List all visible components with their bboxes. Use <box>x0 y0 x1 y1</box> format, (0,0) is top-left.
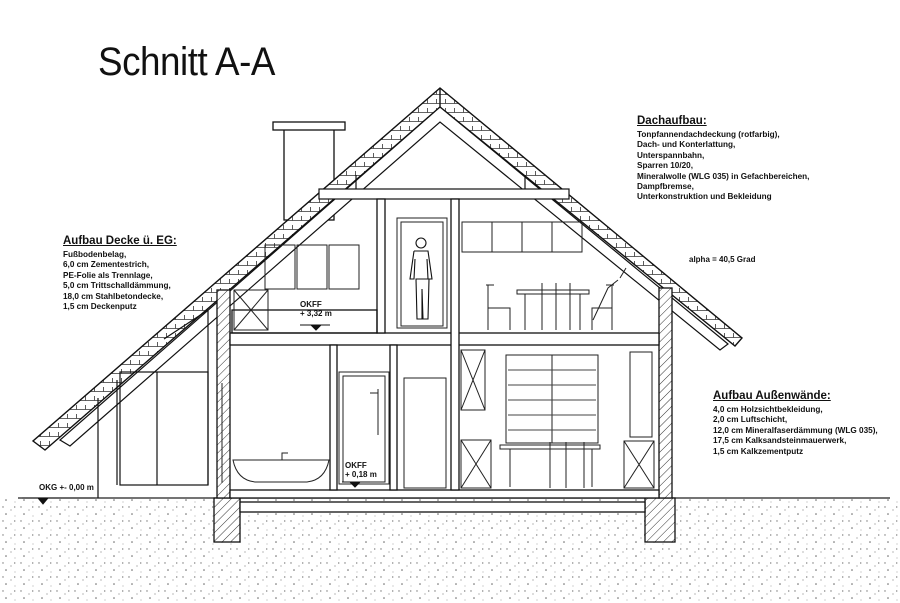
wall-layer: 12,0 cm Mineralfaserdämmung (WLG 035), <box>713 425 878 435</box>
roof-layer: Mineralwolle (WLG 035) in Gefachbereichen, <box>637 171 810 181</box>
ceiling-build-up-note <box>63 234 177 312</box>
level-upper-label <box>300 300 332 318</box>
roof-layer: Dampfbremse, <box>637 182 694 192</box>
wall-layer: 17,5 cm Kalksandsteinmauerwerk, <box>713 436 847 446</box>
ground-floor-elements <box>222 350 654 488</box>
person-figure <box>410 238 432 319</box>
roof-layer: Unterkonstruktion und Bekleidung <box>637 192 772 202</box>
level-upper-okff: OKFF <box>300 300 322 309</box>
exterior-wall-heading: Aufbau Außenwände: <box>713 390 831 402</box>
ceiling-layer: 5,0 cm Trittschalldämmung, <box>63 281 171 291</box>
roof-build-up-note <box>637 114 809 203</box>
ceiling-build-up-heading: Aufbau Decke ü. EG: <box>63 235 177 247</box>
ceiling-layer: PE-Folie als Trennlage, <box>63 270 153 280</box>
exterior-wall-build-up-note <box>713 389 878 457</box>
ground <box>0 498 900 603</box>
level-upper-value: + 3,32 m <box>300 309 332 318</box>
ceiling-layer: 6,0 cm Zementestrich, <box>63 260 150 270</box>
terrain-level-label: OKG +- 0,00 m <box>39 483 94 492</box>
drawing-title: Schnitt A-A <box>98 40 275 84</box>
ceiling-layer: 1,5 cm Deckenputz <box>63 302 137 312</box>
roof-layer: Tonpfannendachdeckung (rotfarbig), <box>637 130 780 139</box>
wall-layer: 1,5 cm Kalkzementputz <box>713 446 804 456</box>
level-ground-label <box>345 461 377 479</box>
level-ground-okff: OKFF <box>345 461 367 470</box>
level-ground-value: + 0,18 m <box>345 470 377 479</box>
roof-build-up-heading: Dachaufbau: <box>637 115 707 127</box>
ceiling-layer: Fußbodenbelag, <box>63 250 127 259</box>
wall-layer: 2,0 cm Luftschicht, <box>713 415 788 425</box>
wall-layer: 4,0 cm Holzsichtbekleidung, <box>713 405 823 414</box>
roof-layer: Sparren 10/20, <box>637 161 693 171</box>
roof-pitch-label: alpha = 40,5 Grad <box>689 255 756 264</box>
roof-layer: Dach- und Konterlattung, <box>637 140 736 150</box>
ceiling-layer: 18,0 cm Stahlbetondecke, <box>63 291 164 301</box>
roof-layer: Unterspannbahn, <box>637 150 705 160</box>
